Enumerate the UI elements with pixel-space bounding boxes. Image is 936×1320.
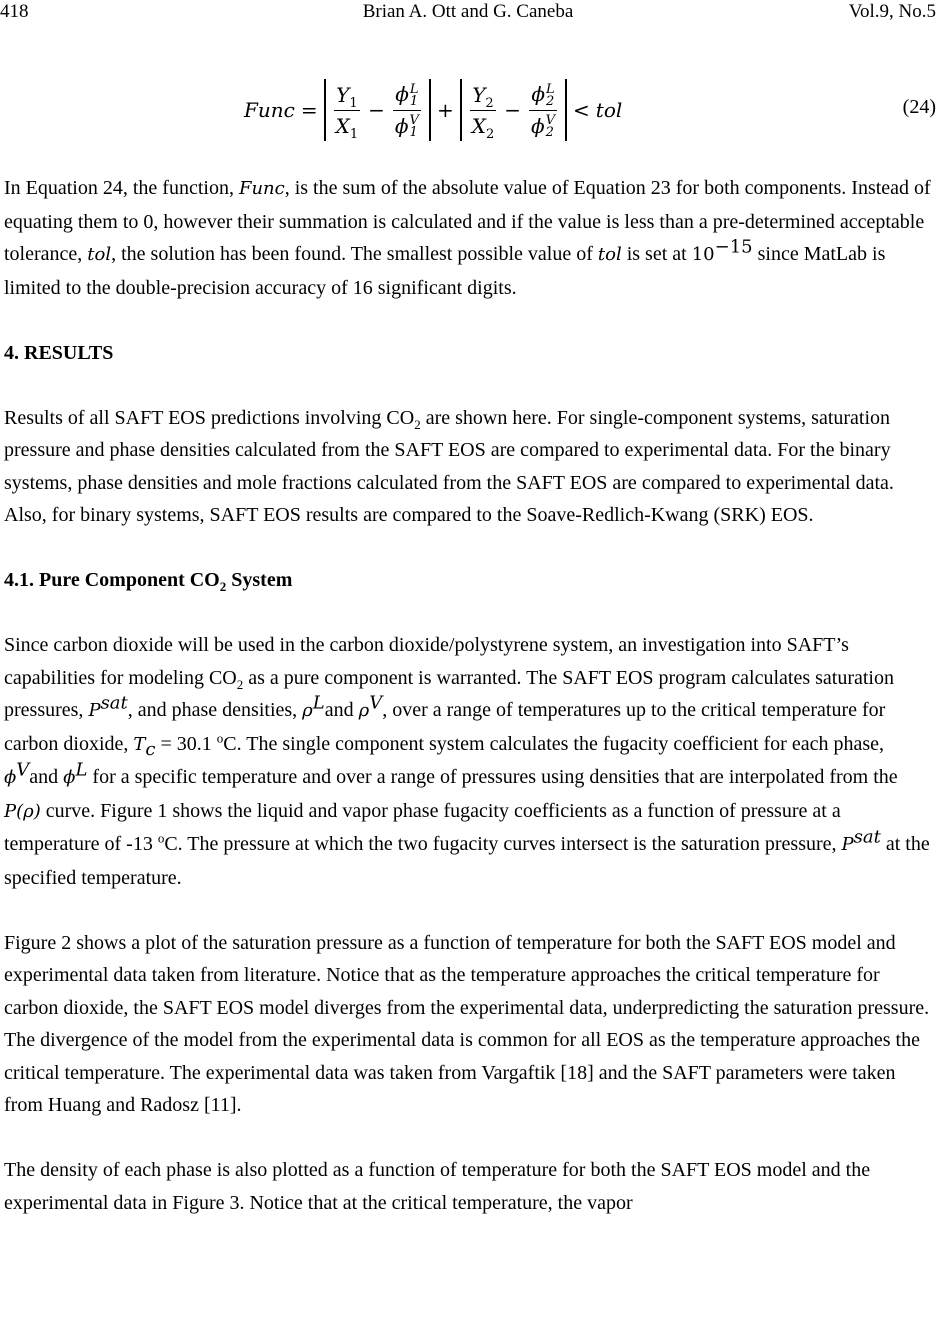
eq-frac-phi1: ϕ L 1 ϕ V 1 (394, 81, 419, 140)
running-header (0, 0, 936, 26)
section-heading-results: 4. RESULTS (4, 341, 114, 364)
body-text (4, 172, 936, 1219)
paragraph-equation-24-explanation: In Equation 24, the function, Func, is the sum of the absolute value of Equation 23 for both components. Instead of equating them to 0, however their summation is calculated and if the value is less than a pre-determined acceptable tolerance, tol, the solution has been found. The smallest possible value of tol is set at $10^{-15}$ since MatLab is limited to the double-precision accuracy of 16 significant digits. (4, 177, 931, 299)
eq-frac-phi2: ϕ L 2 ϕ V 2 (531, 81, 556, 140)
equation-24 (0, 74, 936, 146)
eq-frac-y2-x2: $\frac{Y_2}{X_2}$ (471, 82, 495, 142)
paragraph-figure-2: Figure 2 shows a plot of the saturation pressure as a function of temperature for both the SAFT EOS model and experimental data taken from literature. Notice that as the temperature approaches the critical temperature for carbon dioxide, the SAFT EOS model diverges from the experimental data, underpredicting the saturation pressure. The divergence of the model from the experimental data is common for all EOS as the temperature approaches the critical temperature. The experimental data was taken from Vargaftik [18] and the SAFT parameters were taken from Huang and Radosz [11]. (4, 931, 930, 1116)
paragraph-results-intro: Results of all SAFT EOS predictions involving $CO_2$ are shown here. For single-component systems, saturation pressure and phase densities calculated from the SAFT EOS are compared to experimental data. For the binary systems, phase densities and mole fractions calculated from the SAFT EOS are compared to experimental data. Also, for binary systems, SAFT EOS results are compared to the Soave-Redlich-Kwang (SRK) EOS. (4, 406, 894, 526)
paragraph-figure-3: The density of each phase is also plotted as a function of temperature for both the SAFT EOS model and the experimental data in Figure 3. Notice that at the critical temperature, the vapor (4, 1159, 871, 1214)
eq-minus-1: − (368, 98, 385, 122)
header-authors: Brian A. Ott and G. Caneba (362, 1, 574, 22)
eq-equals: = (300, 98, 318, 122)
page-number: 418 (0, 1, 29, 22)
eq-abs-term-1 (324, 79, 431, 141)
eq-rhs: tol (595, 98, 623, 122)
eq-abs-term-2 (460, 79, 567, 141)
eq-frac-y1-x1: $\frac{Y_1}{X_1}$ (335, 82, 359, 142)
equation-body (244, 74, 622, 146)
header-volume: Vol.9, No.5 (848, 1, 936, 22)
eq-minus-2: − (504, 98, 521, 122)
eq-lhs: Func (244, 98, 295, 122)
eq-less-than: < (573, 98, 590, 122)
paragraph-pure-co2: Since carbon dioxide will be used in the carbon dioxide/polystyrene system, an investigation into SAFT’s capabilities for modeling $CO_2$ as a pure component is warranted. The SAFT EOS program calculates saturation pressures, $P^{sat}$, and phase densities, $\rho^Land$ $\rho^V$, over a range of temperatures up to the critical temperature for carbon dioxide, $T_c = 30.1$ $^o$C. The single component system calculates the fugacity coefficient for each phase, $\phi^Vand$ $\phi^L$ for a specific temperature and over a range of pressures using densities that are interpolated from the P(ρ) curve. Figure 1 shows the liquid and vapor phase fugacity coefficients as a function of pressure at a temperature of -13 $^o$C. The pressure at which the two fugacity curves intersect is the saturation pressure, $P^{sat}$ at the specified temperature. (4, 634, 930, 889)
equation-number: (24) (902, 96, 936, 118)
section-heading-pure-co2: 4.1. Pure Component $CO_2$ System (4, 569, 293, 594)
eq-plus: + (436, 98, 454, 122)
